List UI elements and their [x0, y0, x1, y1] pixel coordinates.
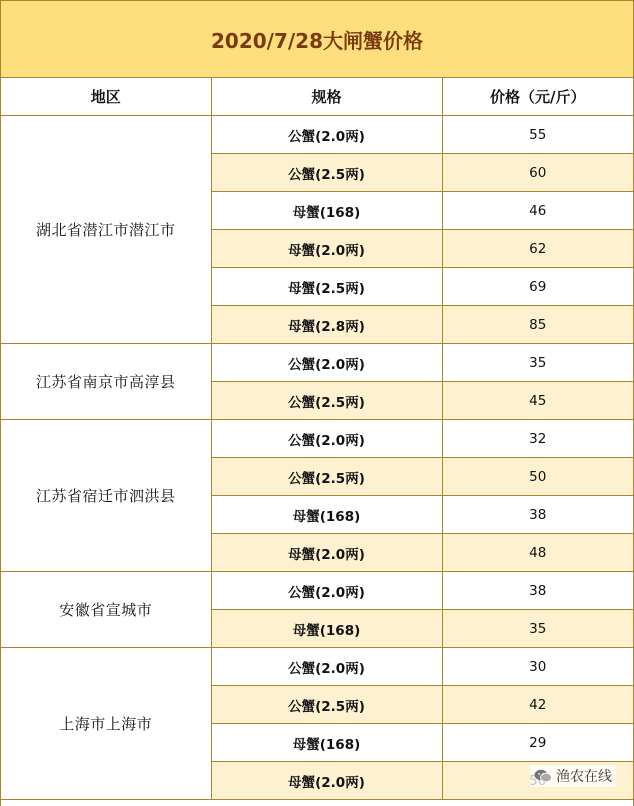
price-cell: 30 [442, 648, 633, 686]
wechat-icon [534, 769, 552, 783]
spec-cell: 公蟹(2.0两) [211, 420, 442, 458]
table-body [1, 116, 633, 800]
spec-cell: 母蟹(168) [211, 192, 442, 230]
spec-cell: 母蟹(168) [211, 496, 442, 534]
spec-cell: 公蟹(2.5两) [211, 686, 442, 724]
spec-cell: 母蟹(2.0两) [211, 762, 442, 800]
table-row [1, 648, 633, 686]
price-cell: 55 [442, 116, 633, 154]
region-cell: 上海市上海市 [1, 648, 211, 800]
watermark [530, 765, 616, 787]
spec-cell: 公蟹(2.0两) [211, 344, 442, 382]
spec-cell: 母蟹(2.5两) [211, 268, 442, 306]
price-cell: 69 [442, 268, 633, 306]
table-title: 2020/7/28大闸蟹价格 [1, 1, 633, 78]
region-cell: 江苏省宿迁市泗洪县 [1, 420, 211, 572]
spec-cell: 公蟹(2.5两) [211, 154, 442, 192]
header-spec: 规格 [211, 78, 442, 116]
price-cell: 50 [442, 458, 633, 496]
price-cell: 85 [442, 306, 633, 344]
table-row [1, 116, 633, 154]
price-cell: 62 [442, 230, 633, 268]
price-cell: 29 [442, 724, 633, 762]
spec-cell: 公蟹(2.0两) [211, 116, 442, 154]
header-row [1, 78, 633, 116]
spec-cell: 母蟹(168) [211, 724, 442, 762]
header-price: 价格（元/斤） [442, 78, 633, 116]
region-cell: 安徽省宣城市 [1, 572, 211, 648]
table-row [1, 572, 633, 610]
spec-cell: 公蟹(2.0两) [211, 572, 442, 610]
price-cell: 60 [442, 154, 633, 192]
price-cell: 45 [442, 382, 633, 420]
price-table [1, 78, 633, 800]
price-cell: 46 [442, 192, 633, 230]
watermark-text: 渔农在线 [556, 769, 612, 785]
header-region: 地区 [1, 78, 211, 116]
spec-cell: 母蟹(2.0两) [211, 534, 442, 572]
spec-cell: 母蟹(168) [211, 610, 442, 648]
price-cell: 35 [442, 610, 633, 648]
price-cell: 38 [442, 496, 633, 534]
price-cell: 38 [442, 572, 633, 610]
price-cell: 42 [442, 686, 633, 724]
spec-cell: 母蟹(2.0两) [211, 230, 442, 268]
table-row [1, 420, 633, 458]
price-cell: 48 [442, 534, 633, 572]
price-cell: 32 [442, 420, 633, 458]
table-row [1, 344, 633, 382]
price-cell: 35 [442, 344, 633, 382]
spec-cell: 母蟹(2.8两) [211, 306, 442, 344]
spec-cell: 公蟹(2.5两) [211, 382, 442, 420]
spec-cell: 公蟹(2.0两) [211, 648, 442, 686]
spec-cell: 公蟹(2.5两) [211, 458, 442, 496]
region-cell: 江苏省南京市高淳县 [1, 344, 211, 420]
region-cell: 湖北省潜江市潜江市 [1, 116, 211, 344]
